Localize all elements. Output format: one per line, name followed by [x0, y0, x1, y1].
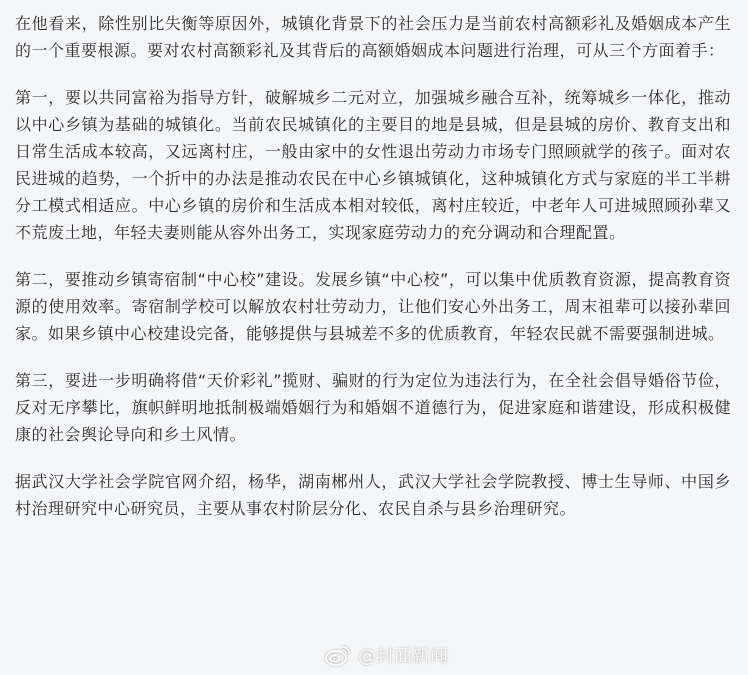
paragraph-intro: 在他看来，除性别比失衡等原因外，城镇化背景下的社会压力是当前农村高额彩礼及婚姻成本产生的一个重要根源。要对农村高额彩礼及其背后的高额婚姻成本问题进行治理，可从三个方面着手： [15, 14, 731, 60]
article-body [15, 10, 731, 542]
watermark-text: @封面新闻 [358, 646, 448, 667]
weibo-icon [324, 643, 352, 667]
paragraph-author-bio: 据武汉大学社会学院官网介绍，杨华，湖南郴州人，武汉大学社会学院教授、博士生导师、中国乡村治理研究中心研究员，主要从事农村阶层分化、农民自杀与县乡治理研究。 [15, 472, 731, 518]
paragraph-second-measure: 第二，要推动乡镇寄宿制“中心校”建设。发展乡镇“中心校”，可以集中优质教育资源，提高教育资源的使用效率。寄宿制学校可以解放农村壮劳动力，让他们安心外出务工，周末祖辈可以接孙辈回家。如果乡镇中心校建设完备，能够提供与县城差不多的优质教育，年轻农民就不需要强制进城。 [15, 270, 731, 343]
paragraph-first-measure: 第一，要以共同富裕为指导方针，破解城乡二元对立，加强城乡融合互补，统筹城乡一体化，推动以中心乡镇为基础的城镇化。当前农民城镇化的主要目的地是县城，但是县城的房价、教育支出和日常生活成本较高，又远离村庄，一般由家中的女性退出劳动力市场专门照顾就学的孩子。面对农民进城的趋势，一个折中的办法是推动农民在中心乡镇城镇化，这种城镇化方式与家庭的半工半耕分工模式相适应。中心乡镇的房价和生活成本相对较低，离村庄较近，中老年人可进城照顾孙辈又不荒废土地，年轻夫妻则能从容外出务工，实现家庭劳动力的充分调动和合理配置。 [15, 88, 731, 242]
paragraph-third-measure: 第三，要进一步明确将借“天价彩礼”揽财、骗财的行为定位为违法行为，在全社会倡导婚俗节俭，反对无序攀比，旗帜鲜明地抵制极端婚姻行为和婚姻不道德行为，促进家庭和谐建设，形成积极健康的社会舆论导向和乡土风情。 [15, 371, 731, 444]
watermark [324, 642, 448, 668]
